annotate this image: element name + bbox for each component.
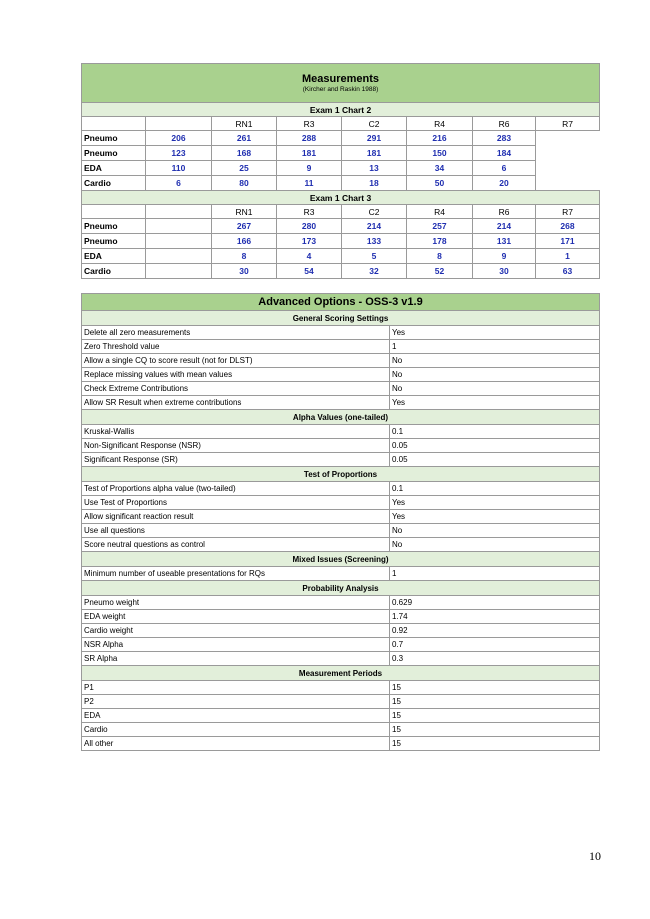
measurement-row xyxy=(82,176,600,191)
option-label: Cardio weight xyxy=(82,624,390,638)
option-row xyxy=(82,596,600,610)
chart-title: Exam 1 Chart 2 xyxy=(82,103,600,117)
measurement-value: 166 xyxy=(212,234,277,249)
option-value: Yes xyxy=(390,396,600,410)
option-label: P2 xyxy=(82,695,390,709)
measurement-value: 178 xyxy=(407,234,473,249)
option-row xyxy=(82,652,600,666)
option-row xyxy=(82,439,600,453)
measurement-value: 268 xyxy=(536,219,600,234)
option-value: 1 xyxy=(390,340,600,354)
option-row xyxy=(82,482,600,496)
column-header: R6 xyxy=(473,205,536,219)
option-label: P1 xyxy=(82,681,390,695)
measurement-value: 150 xyxy=(407,146,473,161)
measurement-value: 30 xyxy=(473,264,536,279)
option-row xyxy=(82,354,600,368)
option-row xyxy=(82,723,600,737)
measurement-value: 6 xyxy=(146,176,212,191)
option-row xyxy=(82,610,600,624)
measurement-value: 283 xyxy=(473,131,536,146)
option-row xyxy=(82,737,600,751)
option-value: 15 xyxy=(390,723,600,737)
empty-cell xyxy=(146,249,212,264)
option-value: 15 xyxy=(390,737,600,751)
measurement-value: 181 xyxy=(342,146,407,161)
option-row xyxy=(82,638,600,652)
section-title: Alpha Values (one-tailed) xyxy=(82,410,600,425)
chart-title: Exam 1 Chart 3 xyxy=(82,191,600,205)
option-row xyxy=(82,538,600,552)
section-header-row xyxy=(82,410,600,425)
measurement-value: 214 xyxy=(342,219,407,234)
measurement-value: 9 xyxy=(473,249,536,264)
channel-label: Pneumo xyxy=(82,234,146,249)
section-header-row xyxy=(82,552,600,567)
option-label: Pneumo weight xyxy=(82,596,390,610)
measurement-value: 1 xyxy=(536,249,600,264)
option-row xyxy=(82,681,600,695)
advanced-title-row xyxy=(82,294,600,311)
section-header-row xyxy=(82,467,600,482)
column-header: R7 xyxy=(536,205,600,219)
option-value: 1 xyxy=(390,567,600,581)
option-value: 0.1 xyxy=(390,425,600,439)
option-row xyxy=(82,567,600,581)
option-value: 15 xyxy=(390,681,600,695)
option-label: Use all questions xyxy=(82,524,390,538)
measurement-value: 206 xyxy=(146,131,212,146)
measurement-row xyxy=(82,219,600,234)
column-header: RN1 xyxy=(212,117,277,131)
measurement-row xyxy=(82,234,600,249)
section-title: Mixed Issues (Screening) xyxy=(82,552,600,567)
measurement-value: 288 xyxy=(277,131,342,146)
column-header: RN1 xyxy=(212,205,277,219)
measurement-value: 63 xyxy=(536,264,600,279)
column-header: R4 xyxy=(407,205,473,219)
option-value: 0.05 xyxy=(390,439,600,453)
measurement-value: 13 xyxy=(342,161,407,176)
measurement-row xyxy=(82,131,600,146)
column-header: C2 xyxy=(342,117,407,131)
option-label: EDA weight xyxy=(82,610,390,624)
section-header-row xyxy=(82,581,600,596)
measurement-row xyxy=(82,264,600,279)
measurement-value: 4 xyxy=(277,249,342,264)
option-value: 0.05 xyxy=(390,453,600,467)
section-title: Measurement Periods xyxy=(82,666,600,681)
option-value: No xyxy=(390,524,600,538)
measurement-value: 181 xyxy=(277,146,342,161)
measurement-value: 214 xyxy=(473,219,536,234)
option-value: 0.92 xyxy=(390,624,600,638)
measurement-value: 173 xyxy=(277,234,342,249)
channel-label: EDA xyxy=(82,161,146,176)
measurement-row xyxy=(82,249,600,264)
measurement-value: 6 xyxy=(473,161,536,176)
measurement-value: 11 xyxy=(277,176,342,191)
option-row xyxy=(82,326,600,340)
chart-header-row xyxy=(82,205,600,219)
column-header: C2 xyxy=(342,205,407,219)
measurement-value: 32 xyxy=(342,264,407,279)
channel-label: Cardio xyxy=(82,176,146,191)
option-label: SR Alpha xyxy=(82,652,390,666)
column-header: R7 xyxy=(536,117,600,131)
measurement-value: 80 xyxy=(212,176,277,191)
option-value: 1.74 xyxy=(390,610,600,624)
chart-title-row xyxy=(82,191,600,205)
option-label: Allow a single CQ to score result (not for DLST) xyxy=(82,354,390,368)
option-row xyxy=(82,695,600,709)
option-label: Test of Proportions alpha value (two-tailed) xyxy=(82,482,390,496)
measurement-value: 110 xyxy=(146,161,212,176)
option-value: No xyxy=(390,538,600,552)
option-value: No xyxy=(390,354,600,368)
option-row xyxy=(82,425,600,439)
section-title: Probability Analysis xyxy=(82,581,600,596)
option-label: Zero Threshold value xyxy=(82,340,390,354)
channel-label: EDA xyxy=(82,249,146,264)
measurement-value: 34 xyxy=(407,161,473,176)
measurement-value: 261 xyxy=(212,131,277,146)
option-label: Cardio xyxy=(82,723,390,737)
measurement-value: 30 xyxy=(212,264,277,279)
measurements-table xyxy=(81,63,600,279)
header-empty-cell xyxy=(146,117,212,131)
measurement-value: 280 xyxy=(277,219,342,234)
measurement-value: 20 xyxy=(473,176,536,191)
option-label: Score neutral questions as control xyxy=(82,538,390,552)
empty-cell xyxy=(146,264,212,279)
measurement-value: 25 xyxy=(212,161,277,176)
measurement-value: 131 xyxy=(473,234,536,249)
measurement-value: 54 xyxy=(277,264,342,279)
chart-header-row xyxy=(82,117,600,131)
measurement-value: 9 xyxy=(277,161,342,176)
page-number: 10 xyxy=(589,849,601,863)
section-header-row xyxy=(82,666,600,681)
header-corner-cell xyxy=(82,117,146,131)
option-value: 0.7 xyxy=(390,638,600,652)
option-value: 0.3 xyxy=(390,652,600,666)
option-value: 15 xyxy=(390,695,600,709)
chart-title-row xyxy=(82,103,600,117)
measurement-value: 8 xyxy=(407,249,473,264)
option-row xyxy=(82,496,600,510)
empty-cell xyxy=(146,234,212,249)
measurement-value: 123 xyxy=(146,146,212,161)
channel-label: Cardio xyxy=(82,264,146,279)
option-row xyxy=(82,382,600,396)
option-row xyxy=(82,396,600,410)
column-header: R3 xyxy=(277,205,342,219)
channel-label: Pneumo xyxy=(82,131,146,146)
option-value: 15 xyxy=(390,709,600,723)
option-row xyxy=(82,524,600,538)
option-row xyxy=(82,709,600,723)
measurements-title-row xyxy=(82,64,600,103)
measurement-value: 50 xyxy=(407,176,473,191)
measurement-value: 133 xyxy=(342,234,407,249)
option-value: Yes xyxy=(390,510,600,524)
measurement-value: 184 xyxy=(473,146,536,161)
channel-label: Pneumo xyxy=(82,146,146,161)
column-header: R3 xyxy=(277,117,342,131)
option-label: Minimum number of useable presentations for RQs xyxy=(82,567,390,581)
option-row xyxy=(82,510,600,524)
option-value: No xyxy=(390,382,600,396)
measurements-subtitle: (Kircher and Raskin 1988) xyxy=(302,85,379,93)
section-title: General Scoring Settings xyxy=(82,311,600,326)
option-label: Non-Significant Response (NSR) xyxy=(82,439,390,453)
header-corner-cell xyxy=(82,205,146,219)
option-label: All other xyxy=(82,737,390,751)
measurement-value: 257 xyxy=(407,219,473,234)
option-value: 0.1 xyxy=(390,482,600,496)
header-empty-cell xyxy=(146,205,212,219)
option-row xyxy=(82,453,600,467)
measurement-value: 267 xyxy=(212,219,277,234)
measurement-value: 18 xyxy=(342,176,407,191)
measurement-value: 52 xyxy=(407,264,473,279)
measurement-value: 291 xyxy=(342,131,407,146)
option-value: Yes xyxy=(390,496,600,510)
option-label: Allow significant reaction result xyxy=(82,510,390,524)
measurement-value: 168 xyxy=(212,146,277,161)
measurement-value: 171 xyxy=(536,234,600,249)
channel-label: Pneumo xyxy=(82,219,146,234)
option-label: Kruskal-Wallis xyxy=(82,425,390,439)
measurement-value: 5 xyxy=(342,249,407,264)
option-label: Replace missing values with mean values xyxy=(82,368,390,382)
option-label: EDA xyxy=(82,709,390,723)
column-header: R6 xyxy=(473,117,536,131)
option-label: Allow SR Result when extreme contributions xyxy=(82,396,390,410)
option-row xyxy=(82,340,600,354)
option-label: Significant Response (SR) xyxy=(82,453,390,467)
option-value: 0.629 xyxy=(390,596,600,610)
empty-cell xyxy=(146,219,212,234)
measurements-title: Measurements xyxy=(302,72,380,85)
option-value: No xyxy=(390,368,600,382)
measurement-row xyxy=(82,146,600,161)
option-label: Check Extreme Contributions xyxy=(82,382,390,396)
measurement-row xyxy=(82,161,600,176)
measurement-value: 216 xyxy=(407,131,473,146)
option-value: Yes xyxy=(390,326,600,340)
measurement-value: 8 xyxy=(212,249,277,264)
option-label: Delete all zero measurements xyxy=(82,326,390,340)
section-title: Test of Proportions xyxy=(82,467,600,482)
option-label: Use Test of Proportions xyxy=(82,496,390,510)
option-label: NSR Alpha xyxy=(82,638,390,652)
option-row xyxy=(82,624,600,638)
advanced-options-table xyxy=(81,293,600,751)
section-header-row xyxy=(82,311,600,326)
option-row xyxy=(82,368,600,382)
column-header: R4 xyxy=(407,117,473,131)
advanced-title: Advanced Options - OSS-3 v1.9 xyxy=(82,294,600,311)
